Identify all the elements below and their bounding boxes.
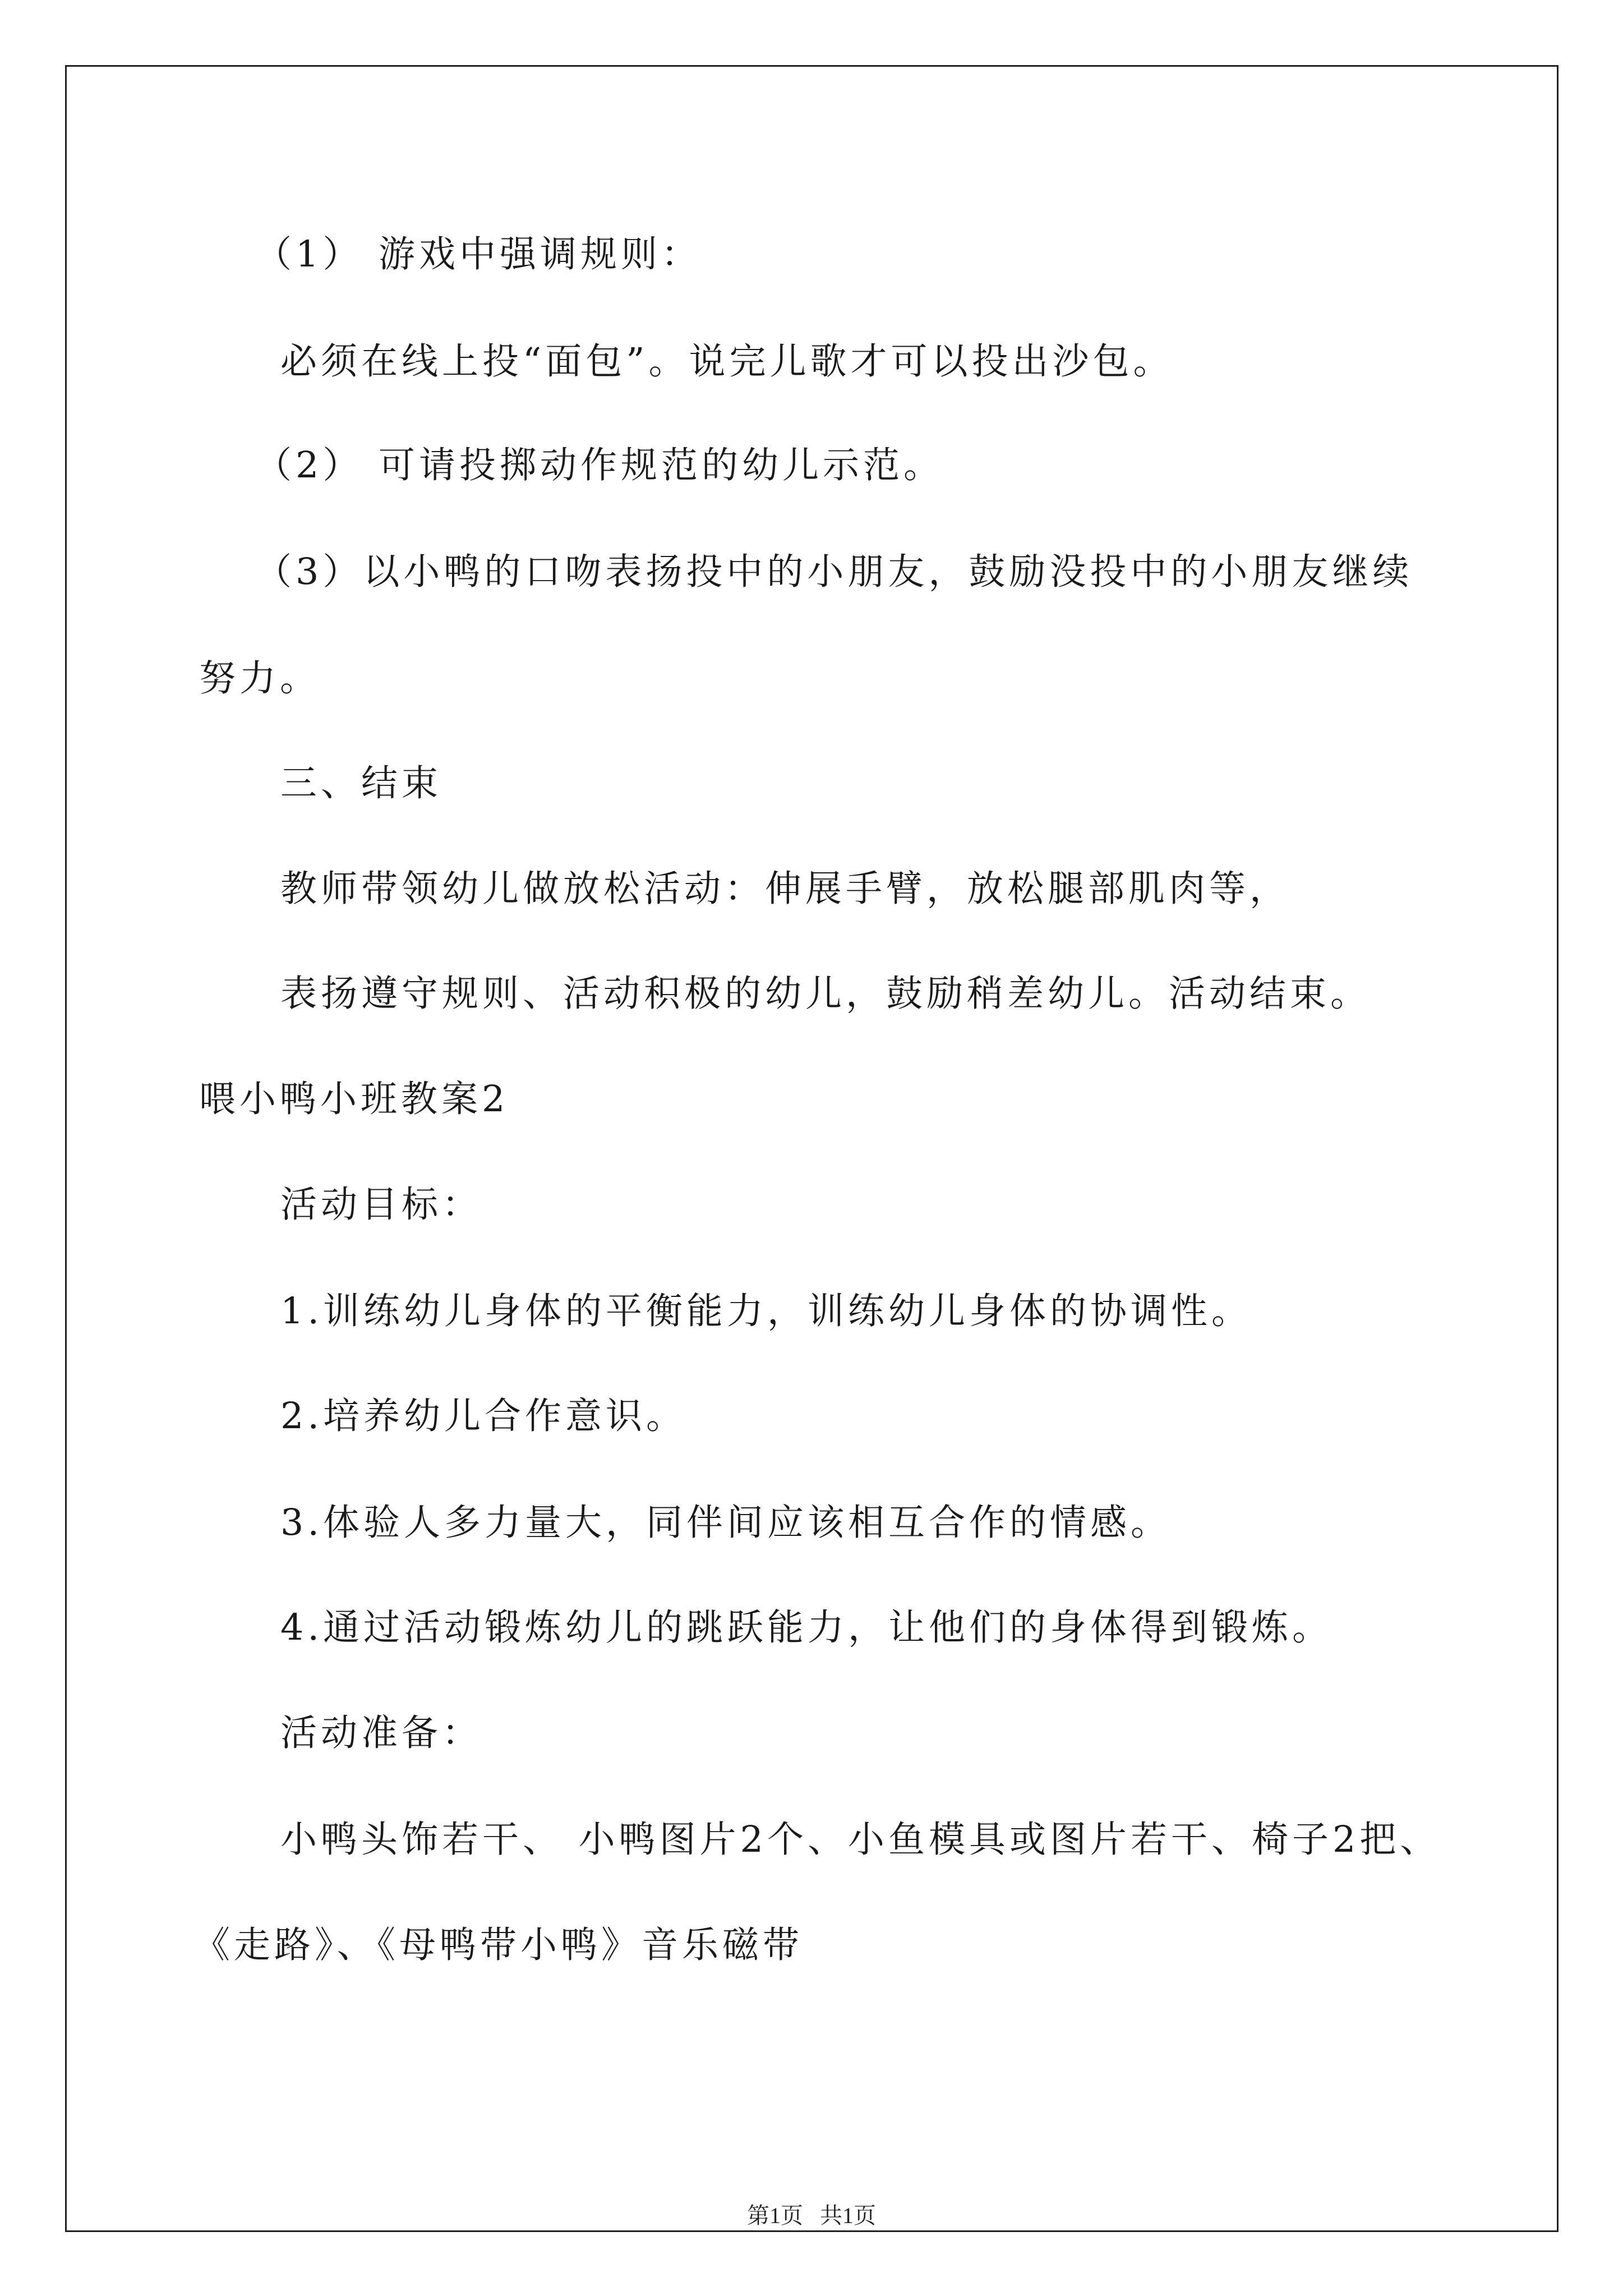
text-line-relax: 教师带领幼儿做放松活动：伸展手臂，放松腿部肌肉等，: [280, 868, 1290, 910]
text-line-demo: （2） 可请投掷动作规范的幼儿示范。: [255, 444, 944, 486]
goal-item-1: 1.训练幼儿身体的平衡能力，训练幼儿身体的协调性。: [280, 1290, 1252, 1332]
section-heading-goals: 活动目标：: [280, 1184, 483, 1226]
page-footer: 第1页 共1页: [747, 2203, 876, 2228]
section-heading-end: 三、结束: [280, 762, 442, 804]
text-line-materials: 小鸭头饰若干、 小鸭图片2个、小鱼模具或图片若干、椅子2把、: [280, 1819, 1441, 1861]
section-heading-prep: 活动准备：: [280, 1712, 483, 1754]
text-line-encourage: 表扬遵守规则、活动积极的幼儿，鼓励稍差幼儿。活动结束。: [280, 973, 1371, 1015]
text-line-praise-cont: 努力。: [199, 657, 321, 700]
lesson-title: 喂小鸭小班教案2: [199, 1078, 509, 1120]
goal-item-2: 2.培养幼儿合作意识。: [280, 1395, 687, 1437]
goal-item-3: 3.体验人多力量大，同伴间应该相互合作的情感。: [280, 1502, 1172, 1544]
goal-item-4: 4.通过活动锻炼幼儿的跳跃能力，让他们的身体得到锻炼。: [280, 1607, 1333, 1649]
page-border: [65, 65, 1559, 2232]
text-line-rule-detail: 必须在线上投“面包”。说完儿歌才可以投出沙包。: [280, 341, 1174, 383]
text-line-praise: （3）以小鸭的口吻表扬投中的小朋友，鼓励没投中的小朋友继续: [255, 551, 1413, 593]
text-line-rule-heading: （1） 游戏中强调规则：: [255, 233, 702, 275]
text-line-materials-cont: 《走路》、《母鸭带小鸭》音乐磁带: [193, 1924, 804, 1966]
